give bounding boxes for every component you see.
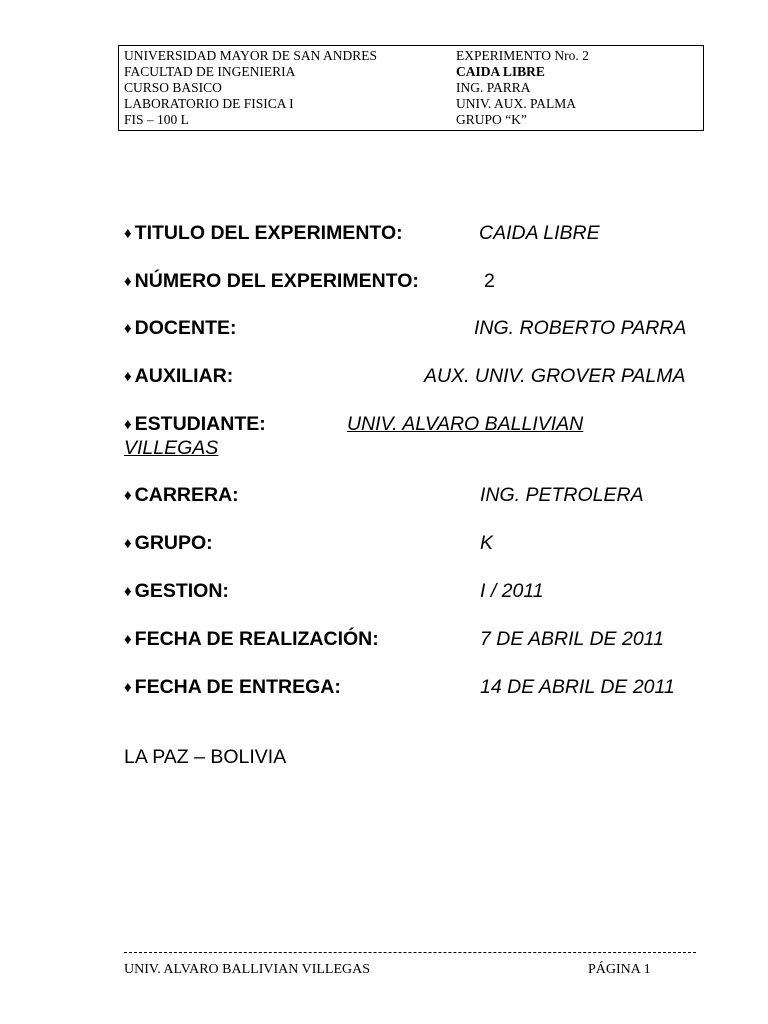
field-label: CARRERA: [134,484,239,506]
group-short: GRUPO “K” [456,112,527,127]
field-estudiante [124,413,266,436]
experiment-title: CAIDA LIBRE [456,64,545,79]
field-auxiliar [124,365,686,388]
diamond-bullet-icon: ♦ [124,535,132,552]
field-gestion [124,580,544,603]
header-table [118,45,704,131]
diamond-bullet-icon: ♦ [124,631,132,648]
lab-name: LABORATORIO DE FISICA I [124,96,294,111]
field-value: AUX. UNIV. GROVER PALMA [424,365,686,387]
diamond-bullet-icon: ♦ [124,273,132,290]
field-carrera [124,484,644,507]
student-name-line1: UNIV. ALVARO BALLIVIAN [347,413,584,435]
field-label: FECHA DE ENTREGA: [134,676,341,698]
field-label: DOCENTE: [134,317,237,339]
field-value: ING. ROBERTO PARRA [474,317,687,339]
diamond-bullet-icon: ♦ [124,487,132,504]
field-value: CAIDA LIBRE [479,222,600,244]
field-value: I / 2011 [480,580,544,602]
diamond-bullet-icon: ♦ [124,368,132,385]
field-value: 14 DE ABRIL DE 2011 [480,676,675,698]
field-label: ESTUDIANTE: [134,413,266,435]
field-fecha-realizacion [124,628,664,651]
field-label: TITULO DEL EXPERIMENTO: [134,222,403,244]
teacher-short: ING. PARRA [456,80,531,95]
field-label: NÚMERO DEL EXPERIMENTO: [134,270,419,292]
course-name: CURSO BASICO [124,80,222,95]
field-label: FECHA DE REALIZACIÓN: [134,628,379,650]
field-value: K [480,532,494,554]
field-value: 2 [484,270,495,292]
diamond-bullet-icon: ♦ [124,225,132,242]
footer-author: UNIV. ALVARO BALLIVIAN VILLEGAS [124,962,371,977]
footer-divider [124,952,696,953]
field-label: AUXILIAR: [134,365,234,387]
course-code: FIS – 100 L [124,112,189,127]
student-name-line2: VILLEGAS [124,437,219,459]
field-value: 7 DE ABRIL DE 2011 [480,628,664,650]
diamond-bullet-icon: ♦ [124,679,132,696]
field-numero [124,270,495,293]
university-name: UNIVERSIDAD MAYOR DE SAN ANDRES [124,48,378,63]
diamond-bullet-icon: ♦ [124,583,132,600]
field-label: GESTION: [134,580,229,602]
assistant-short: UNIV. AUX. PALMA [456,96,577,111]
header-left-column [124,48,377,128]
field-grupo [124,532,494,555]
footer-page-number: PÁGINA 1 [588,962,651,977]
experiment-number: EXPERIMENTO Nro. 2 [456,48,589,63]
header-right-column [456,48,589,128]
field-docente [124,317,687,340]
faculty-name: FACULTAD DE INGENIERIA [124,64,296,79]
field-label: GRUPO: [134,532,213,554]
diamond-bullet-icon: ♦ [124,416,132,433]
field-fecha-entrega [124,676,675,699]
field-titulo [124,222,600,245]
diamond-bullet-icon: ♦ [124,320,132,337]
field-value: ING. PETROLERA [480,484,644,506]
city-text: LA PAZ – BOLIVIA [124,746,287,768]
